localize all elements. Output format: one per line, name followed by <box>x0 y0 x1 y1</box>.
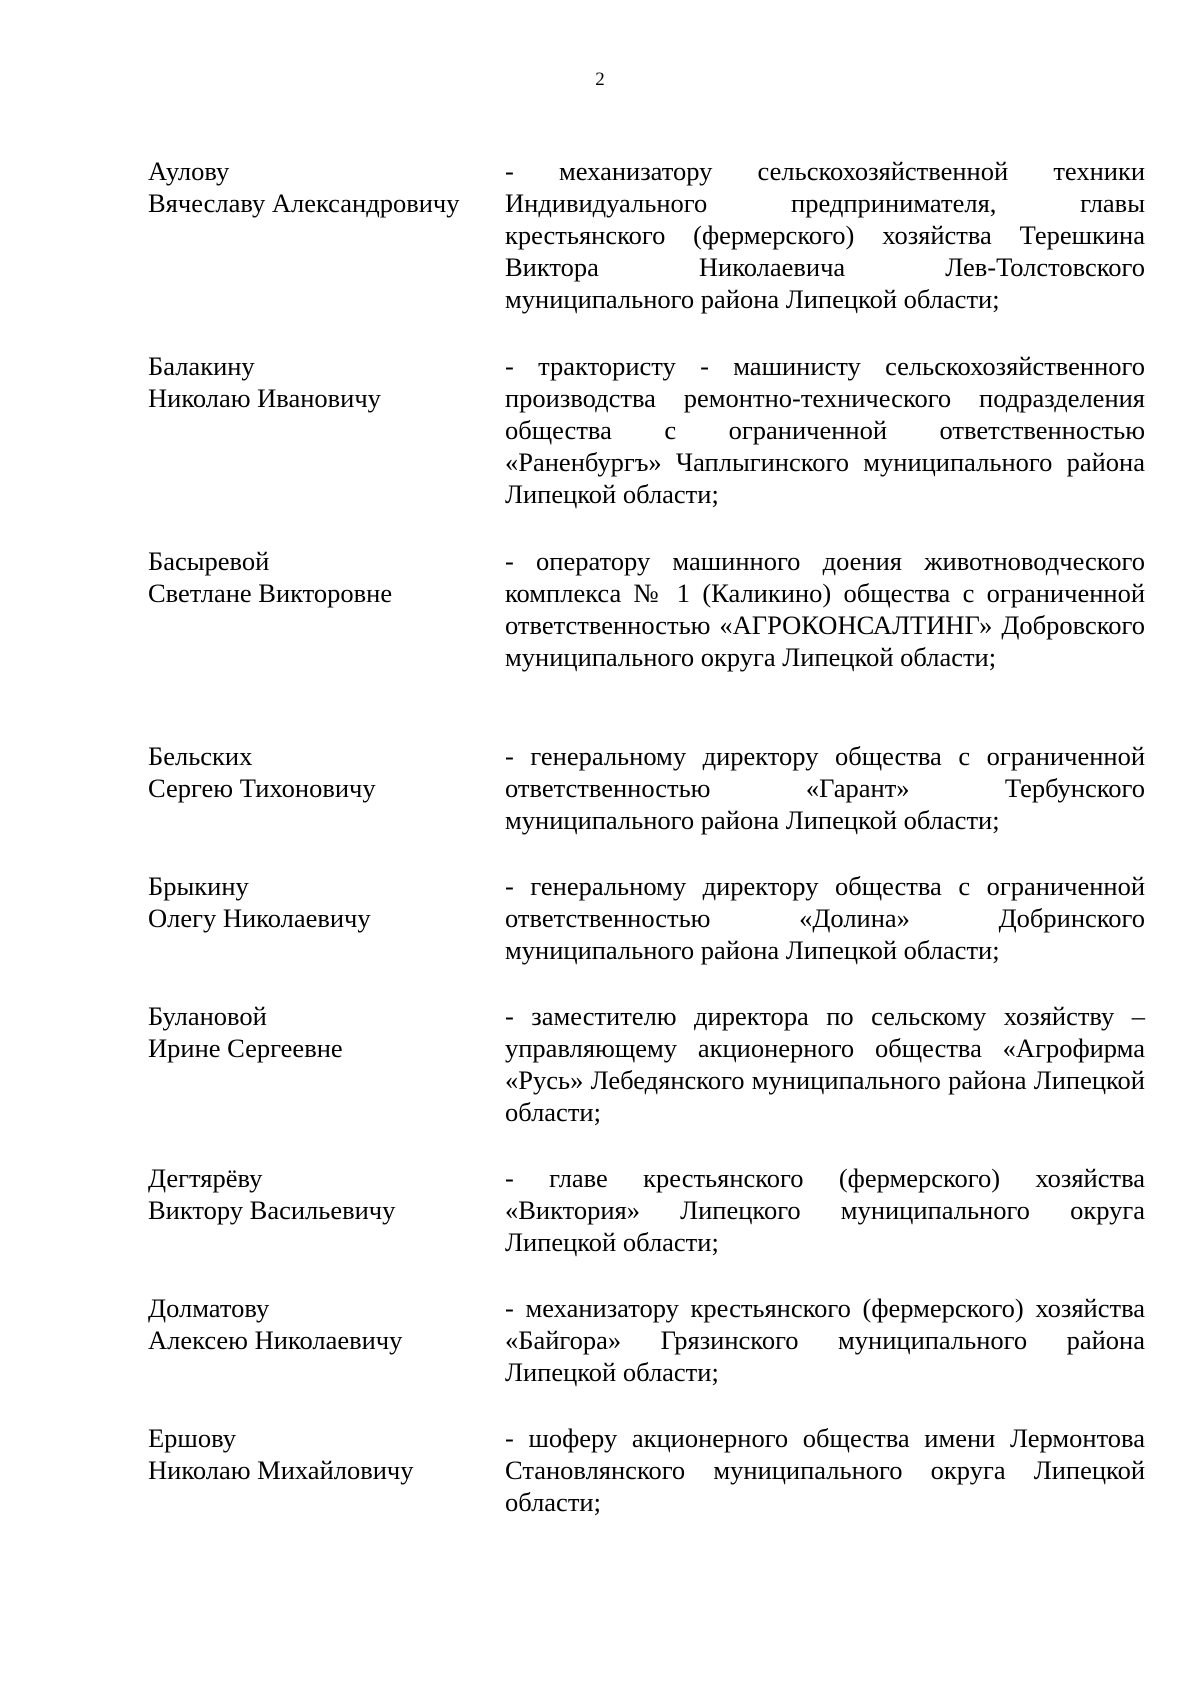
person-given-name: Ирине Сергеевне <box>148 1033 343 1063</box>
person-surname: Басыревой <box>148 546 270 576</box>
person-name <box>148 155 493 219</box>
person-given-name: Николаю Ивановичу <box>148 383 381 413</box>
person-surname: Булановой <box>148 1001 267 1031</box>
person-given-name: Николаю Михайловичу <box>148 1455 414 1485</box>
person-given-name: Сергею Тихоновичу <box>148 773 376 803</box>
position-description: - механизатору сельскохозяйственной техники Индивидуального предпринимателя, главы крестьянского (фермерского) хозяйства Терешкина Виктора Николаевича Лев-Толстовского муниципального района Липецкой области; <box>505 156 1145 314</box>
person-surname: Балакину <box>148 351 255 381</box>
person-surname: Бельских <box>148 741 253 771</box>
person-given-name: Светлане Викторовне <box>148 578 393 608</box>
position-description: - механизатору крестьянского (фермерского) хозяйства «Байгора» Грязинского муниципального района Липецкой области; <box>505 1293 1145 1387</box>
person-given-name: Вячеславу Александровичу <box>148 188 460 218</box>
person-given-name: Алексею Николаевичу <box>148 1325 403 1355</box>
person-name <box>148 1422 493 1486</box>
person-name <box>148 350 493 414</box>
person-name <box>148 1292 493 1356</box>
position-description: - оператору машинного доения животноводческого комплекса № 1 (Каликино) общества с ограниченной ответственностью «АГРОКОНСАЛТИНГ» Добровского муниципального округа Липецкой области; <box>505 546 1145 672</box>
person-name <box>148 740 493 804</box>
person-name <box>148 870 493 934</box>
position-description: - главе крестьянского (фермерского) хозяйства «Виктория» Липецкого муниципального округа Липецкой области; <box>505 1163 1145 1257</box>
position-description: - генеральному директору общества с ограниченной ответственностью «Гарант» Тербунского муниципального района Липецкой области; <box>505 741 1145 835</box>
position-description: - генеральному директору общества с ограниченной ответственностью «Долина» Добринского муниципального района Липецкой области; <box>505 871 1145 965</box>
position-description: - шоферу акционерного общества имени Лермонтова Становлянского муниципального округа Липецкой области; <box>505 1423 1145 1517</box>
person-name <box>148 545 493 609</box>
person-surname: Брыкину <box>148 871 249 901</box>
person-given-name: Олегу Николаевичу <box>148 903 371 933</box>
person-surname: Аулову <box>148 156 230 186</box>
person-surname: Долматову <box>148 1293 270 1323</box>
position-description: - трактористу - машинисту сельскохозяйственного производства ремонтно-технического подразделения общества с ограниченной ответственностью «Раненбургъ» Чаплыгинского муниципального района Липецкой области; <box>505 351 1145 509</box>
position-description: - заместителю директора по сельскому хозяйству – управляющему акционерного общества «Агрофирма «Русь» Лебедянского муниципального района Липецкой области; <box>505 1001 1145 1127</box>
person-given-name: Виктору Васильевичу <box>148 1195 396 1225</box>
person-surname: Дегтярёву <box>148 1163 263 1193</box>
person-name <box>148 1000 493 1064</box>
page-number: 2 <box>595 69 605 90</box>
person-surname: Ершову <box>148 1423 236 1453</box>
person-name <box>148 1162 493 1226</box>
